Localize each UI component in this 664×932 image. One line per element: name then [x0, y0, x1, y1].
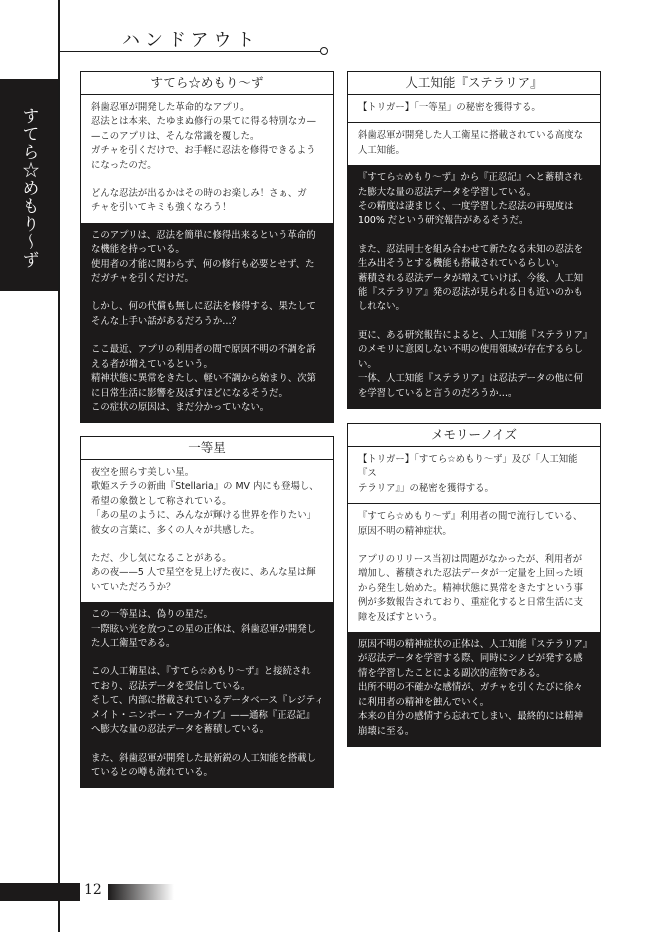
text-line: た人工衛星である。 — [91, 638, 176, 650]
text-line: しかし、何の代償も無しに忍法を修得する、果たして — [91, 301, 317, 313]
text-line: しれない。 — [358, 301, 405, 313]
text-line: 夜空を照らす美しい星。 — [91, 467, 195, 478]
side-tab — [0, 79, 58, 291]
card-title: 一等星 — [81, 437, 333, 460]
card-intro — [81, 460, 333, 602]
text-line: に利用者の精神を蝕んでいく。 — [358, 696, 490, 708]
text-line: 【トリガー】「一等星」の秘密を獲得する。 — [358, 102, 541, 113]
page-title: ハンドアウト — [122, 30, 260, 51]
text-line: その精度は凄まじく、一度学習した忍法の再現度は — [358, 201, 574, 213]
text-line: ガチャを引くだけで、お手軽に忍法を修得できるよう — [91, 145, 316, 157]
text-line: える者が増えているという。 — [91, 358, 213, 370]
header-rule — [58, 51, 321, 52]
paragraph-gap — [358, 315, 592, 329]
text-line: ここ最近、アプリの利用者の間で原因不明の不調を訴 — [91, 344, 316, 356]
text-line: が忍法データを学習する際、同時にシノビが発する感 — [358, 653, 583, 665]
paragraph-gap — [358, 229, 592, 243]
text-line: テラリア』」の秘密を獲得する。 — [358, 482, 494, 494]
text-line: 増加し、蓄積された忍法データが一定量を上回った頃 — [358, 568, 584, 580]
card-trigger — [348, 95, 600, 123]
handout-card-memory — [347, 423, 601, 747]
paragraph-gap — [91, 329, 325, 343]
handout-card-sutera — [80, 71, 334, 423]
text-line: 『すてら☆めもり〜ず』利用者の間で流行している、 — [358, 511, 583, 523]
text-line: から発生し始めた。精神状態に異常をきたすという事 — [358, 582, 584, 594]
text-line: 希望の象徴として称されている。 — [91, 495, 232, 507]
text-line: この一等星は、偽りの星だ。 — [91, 609, 213, 621]
text-line: 一体、人工知能『ステラリア』は忍法データの他に何 — [358, 373, 583, 385]
text-line: いていただろうか？ — [91, 581, 176, 593]
text-line: —このアプリは、そんな常識を覆した。 — [91, 130, 260, 142]
header-ring-icon — [320, 47, 328, 55]
text-line: 情を学習したことによる副次的産物である。 — [358, 667, 546, 679]
text-line: また、忍法同士を組み合わせて新たなる未知の忍法を — [358, 243, 584, 255]
text-line: のメモリに意図しない不明の使用領域が存在するらし — [358, 344, 584, 356]
text-line: また、斜歯忍軍が開発した最新鋭の人工知能を搭載し — [91, 752, 317, 764]
text-line: 使用者の才能に関わらず、何の修行も必要とせず、た — [91, 258, 315, 270]
text-line: 【トリガー】「すてら☆めもり〜ず」及び「人工知能『ス — [358, 454, 578, 480]
text-line: メイト・ニンポー・アーカイブ』——通称『正忍記』 — [91, 709, 315, 721]
card-trigger — [348, 447, 600, 504]
text-line: 出所不明の不確かな感情が、ガチャを引くたびに徐々 — [358, 682, 583, 694]
card-title: すてら☆めもり〜ず — [81, 72, 333, 95]
text-line: に日常生活に影響を及ぼすほどになるそうだ。 — [91, 387, 288, 399]
text-line: 蓄積される忍法データが増えていけば、今後、人工知 — [358, 272, 584, 284]
card-intro — [81, 95, 333, 223]
text-line: い。 — [358, 358, 377, 370]
text-line: 原因不明の精神症状。 — [358, 525, 452, 537]
text-line: どんな忍法が出るかはその時のお楽しみ！さぁ、ガ — [91, 188, 307, 200]
text-line: 彼女の言葉に、多くの人々が共感した。 — [91, 524, 260, 536]
text-line: 斜歯忍軍が開発した革命的なアプリ。 — [91, 102, 250, 113]
text-line: た膨大な量の忍法データを学習している。 — [358, 186, 537, 198]
text-line: な機能を持っている。 — [91, 244, 185, 256]
text-line: 忍法とは本来、たゆまぬ修行の果てに得る特別なカ— — [91, 116, 317, 128]
paragraph-gap — [91, 738, 325, 752]
text-line: 「あの星のように、みんなが輝ける世界を作りたい」 — [91, 510, 317, 522]
text-line: ただ、少し気になることがある。 — [91, 553, 232, 565]
text-line: このアプリは、忍法を簡単に修得出来るという革命的 — [91, 229, 316, 241]
text-line: この人工衛星は、『すてら☆めもり〜ず』と接続され — [91, 666, 311, 678]
text-line: になったのだ。 — [91, 159, 157, 171]
text-line: ているとの噂も流れている。 — [91, 766, 213, 778]
side-tab-label: すてら☆めもり〜ず — [18, 107, 39, 269]
text-line: へ膨大な量の忍法データを蓄積している。 — [91, 724, 270, 736]
card-secret — [348, 165, 600, 408]
page-spine-line — [58, 0, 60, 932]
text-line: 人工知能。 — [358, 144, 405, 156]
card-intro — [348, 504, 600, 632]
footer-gradient-bar — [108, 884, 174, 900]
paragraph-gap — [91, 538, 325, 552]
text-line: 崩壊に至る。 — [358, 725, 415, 737]
text-line: ており、忍法データを受信している。 — [91, 680, 251, 692]
text-line: あの夜——5 人で星空を見上げた夜に、あんな星は輝 — [91, 567, 316, 579]
text-line: 斜歯忍軍が開発した人工衛星に搭載されている高度な — [358, 130, 584, 142]
text-line: アプリのリリース当初は問題がなかったが、利用者が — [358, 554, 583, 566]
text-line: 精神状態に異常をきたし、軽い不調から始まり、次第 — [91, 373, 317, 385]
card-intro — [348, 123, 600, 165]
footer-band — [0, 883, 80, 901]
text-line: そして、内部に搭載されているデータベース『レジティ — [91, 695, 324, 707]
page-number: 12 — [84, 882, 102, 898]
text-line: この症状の原因は、まだ分かっていない。 — [91, 401, 270, 413]
text-line: 『すてら☆めもり〜ず』から『正忍記』へと蓄積され — [358, 172, 583, 184]
paragraph-gap — [91, 651, 325, 665]
text-line: 一際眩い光を放つこの星の正体は、斜歯忍軍が開発し — [91, 623, 317, 635]
handout-card-ai — [347, 71, 601, 409]
text-line: そんな上手い話があるだろうか…？ — [91, 315, 242, 327]
text-line: だガチャを引くだけだ。 — [91, 273, 194, 285]
handout-card-star — [80, 436, 334, 788]
paragraph-gap — [91, 286, 325, 300]
card-title: メモリーノイズ — [348, 424, 600, 447]
card-secret — [81, 223, 333, 422]
card-secret — [81, 602, 333, 787]
text-line: を学習していると言うのだろうか…。 — [358, 387, 518, 399]
paragraph-gap — [358, 539, 592, 553]
text-line: 例が多数報告されており、重症化すると日常生活に支 — [358, 597, 584, 609]
text-line: チャを引いてキミも強くなろう！ — [91, 202, 232, 214]
text-line: 生み出そうとする機能も搭載されているらしい。 — [358, 258, 565, 270]
text-line: 更に、ある研究報告によると、人工知能『ステラリア』 — [358, 329, 593, 341]
card-secret — [348, 632, 600, 746]
paragraph-gap — [91, 173, 325, 187]
text-line: 障を及ぼすという。 — [358, 611, 443, 623]
text-line: 本来の自分の感情すら忘れてしまい、最終的には精神 — [358, 711, 584, 723]
text-line: 能『ステラリア』発の忍法が見られる日も近いのかも — [358, 287, 583, 299]
text-line: 100% だという研究報告があるそうだ。 — [358, 215, 529, 227]
text-line: 原因不明の精神症状の正体は、人工知能『ステラリア』 — [358, 639, 593, 651]
card-title: 人工知能『ステラリア』 — [348, 72, 600, 95]
text-line: 歌姫ステラの新曲『Stellaria』の MV 内にも登場し、 — [91, 481, 319, 493]
